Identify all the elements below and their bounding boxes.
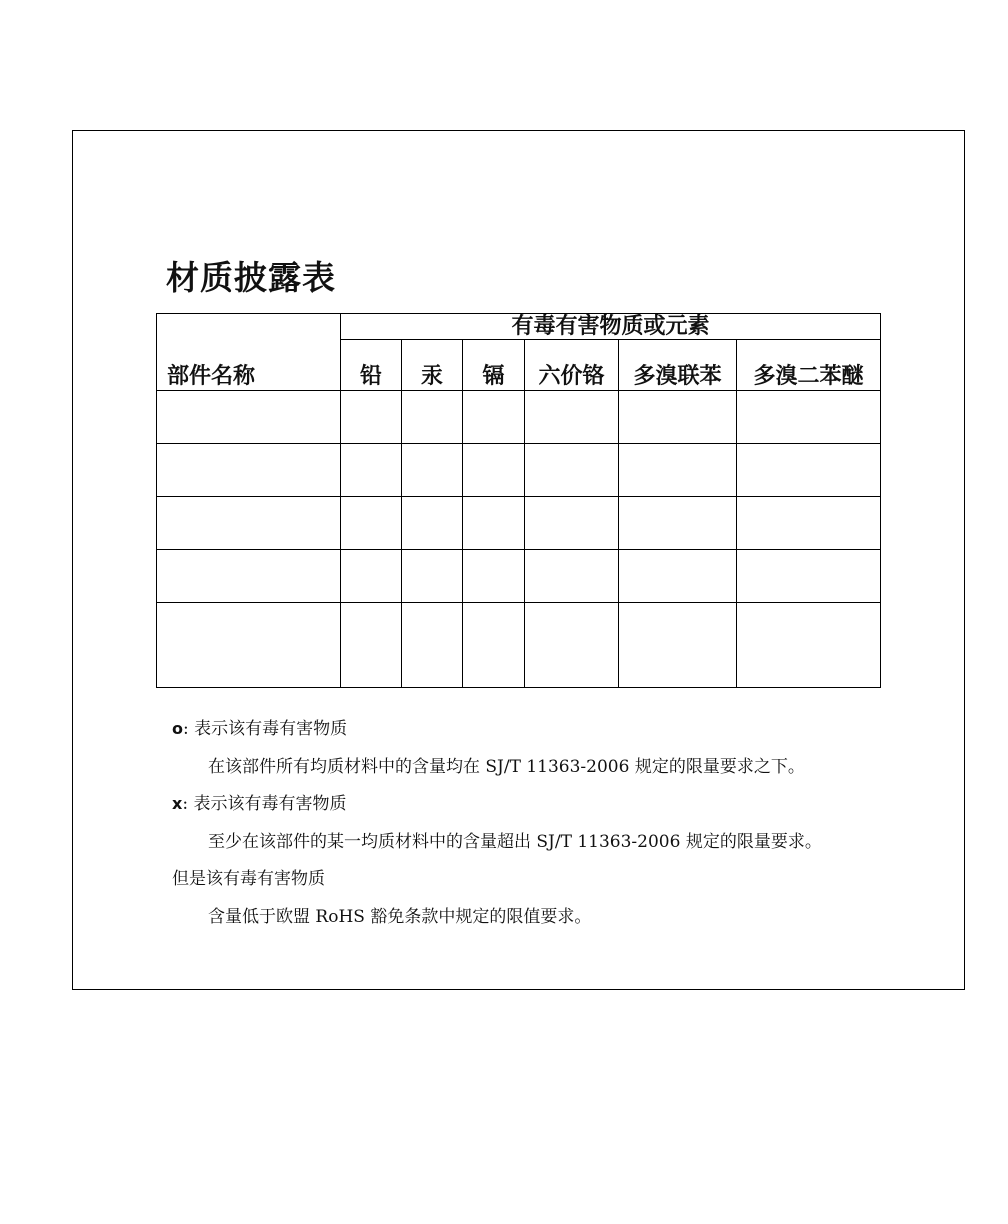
table-cell bbox=[463, 603, 525, 688]
table-cell bbox=[402, 603, 463, 688]
table-cell bbox=[463, 391, 525, 444]
table-cell bbox=[341, 497, 402, 550]
table-cell bbox=[463, 497, 525, 550]
x-description: 至少在该部件的某一均质材料中的含量超出 SJ/T 11363-2006 规定的限量要求。 bbox=[208, 831, 822, 852]
page-title: 材质披露表 bbox=[166, 258, 336, 297]
table-cell bbox=[525, 603, 619, 688]
table-cell bbox=[525, 391, 619, 444]
table-cell bbox=[619, 444, 737, 497]
table-cell bbox=[157, 550, 341, 603]
table-cell bbox=[341, 444, 402, 497]
substance-header-lead: 铅 bbox=[341, 340, 402, 391]
table-cell bbox=[737, 497, 881, 550]
table-cell bbox=[737, 550, 881, 603]
part-name-header: 部件名称 bbox=[157, 314, 341, 391]
substance-header-pbb: 多溴联苯 bbox=[619, 340, 737, 391]
exemption-description: 含量低于欧盟 RoHS 豁免条款中规定的限值要求。 bbox=[208, 906, 592, 927]
table-cell bbox=[525, 444, 619, 497]
table-cell bbox=[525, 497, 619, 550]
table-cell bbox=[525, 550, 619, 603]
o-symbol: o bbox=[172, 719, 183, 738]
table-cell bbox=[737, 444, 881, 497]
legend-notes bbox=[172, 716, 932, 941]
table-cell bbox=[402, 444, 463, 497]
x-label: : 表示该有毒有害物质 bbox=[182, 794, 347, 814]
x-symbol: x bbox=[172, 794, 183, 813]
table-cell bbox=[737, 391, 881, 444]
table-cell bbox=[341, 391, 402, 444]
table-row bbox=[157, 497, 881, 550]
o-legend-line bbox=[172, 716, 932, 754]
table-cell bbox=[157, 603, 341, 688]
table-cell bbox=[157, 391, 341, 444]
table-cell bbox=[402, 550, 463, 603]
table-cell bbox=[402, 391, 463, 444]
table-row bbox=[157, 444, 881, 497]
table-cell bbox=[619, 603, 737, 688]
table-row bbox=[157, 603, 881, 688]
table-cell bbox=[619, 391, 737, 444]
table-cell bbox=[737, 603, 881, 688]
substance-header-mercury: 汞 bbox=[402, 340, 463, 391]
x-legend-line bbox=[172, 791, 932, 829]
exemption-line: 但是该有毒有害物质 bbox=[172, 869, 325, 889]
table-cell bbox=[402, 497, 463, 550]
table-cell bbox=[157, 444, 341, 497]
table-row bbox=[157, 391, 881, 444]
table-cell bbox=[463, 550, 525, 603]
o-description: 在该部件所有均质材料中的含量均在 SJ/T 11363-2006 规定的限量要求之下。 bbox=[208, 756, 805, 777]
substance-header-pbde: 多溴二苯醚 bbox=[737, 340, 881, 391]
o-label: : 表示该有毒有害物质 bbox=[183, 719, 348, 739]
table-cell bbox=[341, 550, 402, 603]
table-cell bbox=[619, 497, 737, 550]
table-cell bbox=[619, 550, 737, 603]
hazardous-substances-header: 有毒有害物质或元素 bbox=[341, 314, 881, 340]
table-cell bbox=[157, 497, 341, 550]
disclosure-table bbox=[156, 313, 881, 688]
table-row bbox=[157, 550, 881, 603]
table-cell bbox=[463, 444, 525, 497]
substance-header-cadmium: 镉 bbox=[463, 340, 525, 391]
table-cell bbox=[341, 603, 402, 688]
substance-header-hexavalent-chromium: 六价铬 bbox=[525, 340, 619, 391]
